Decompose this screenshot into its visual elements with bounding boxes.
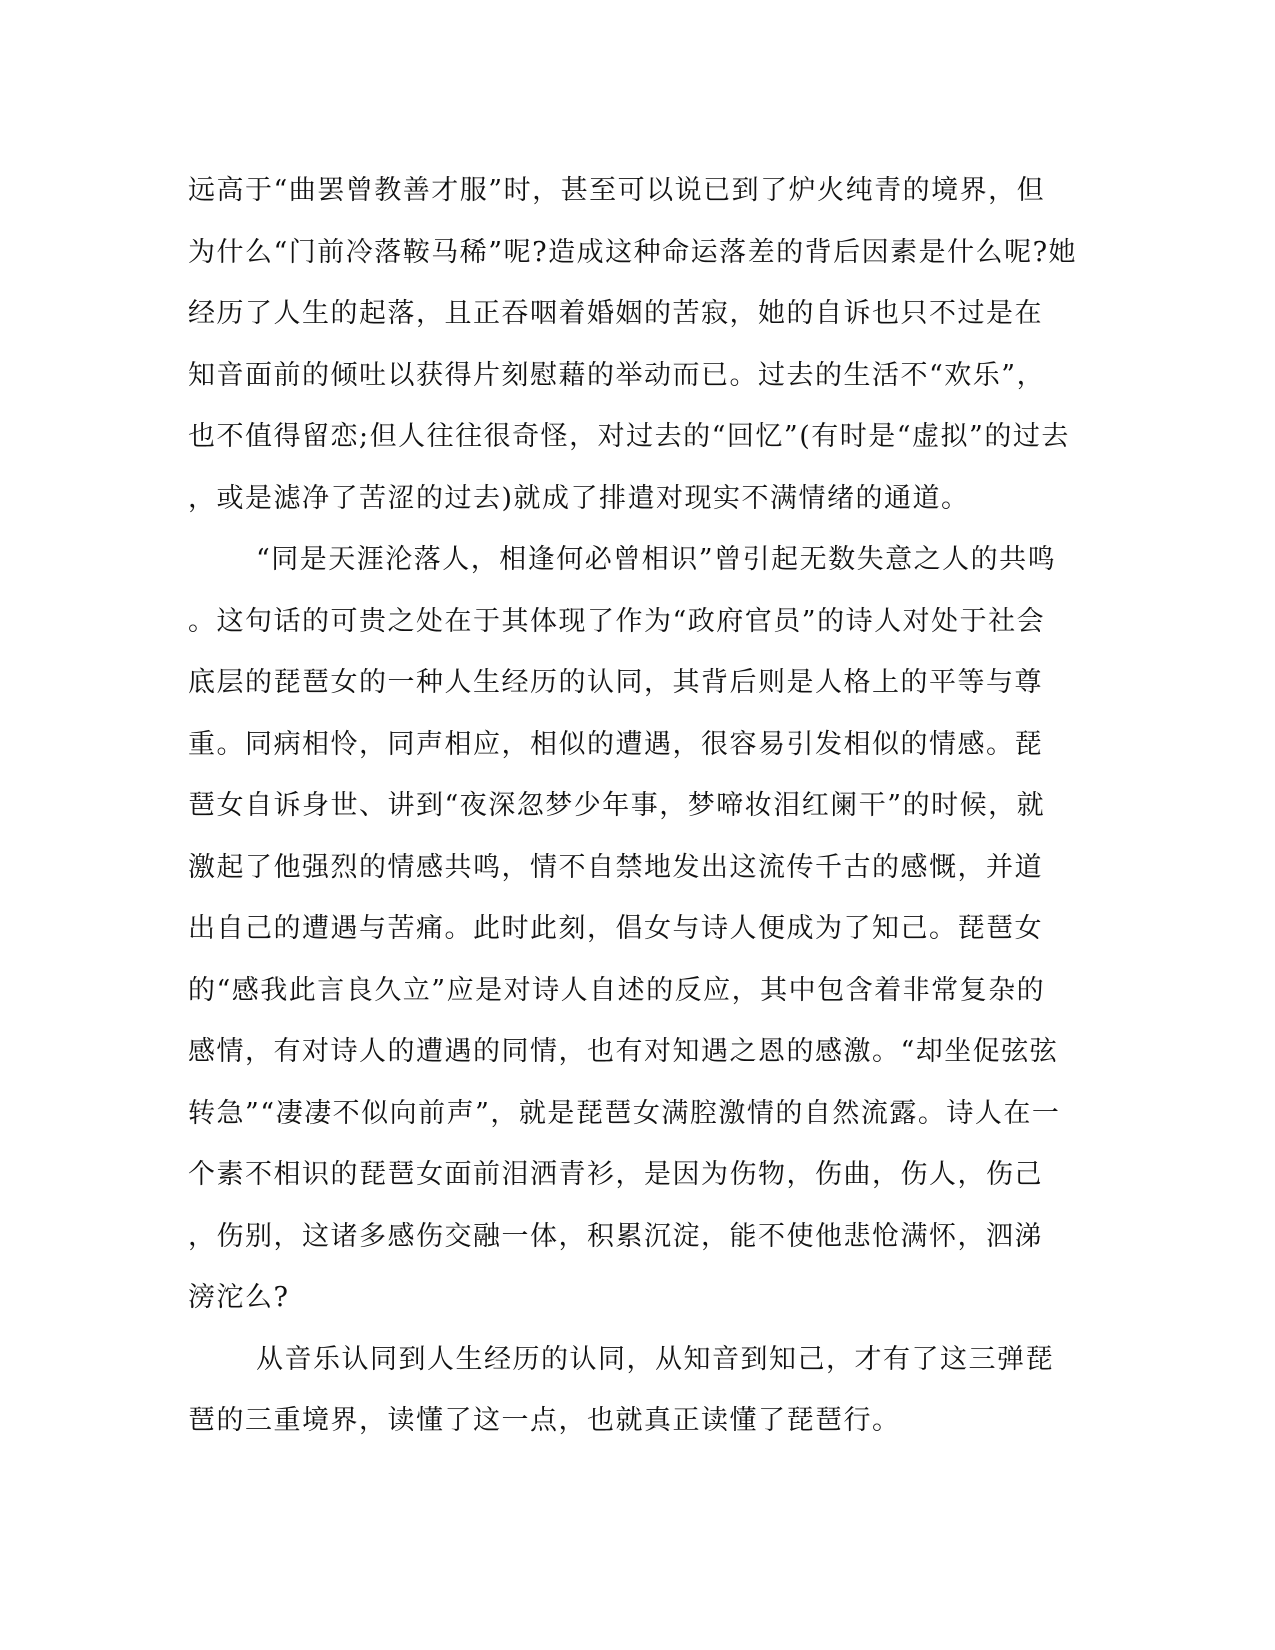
paragraph xyxy=(188,1329,1068,1452)
text-body xyxy=(188,160,1078,1452)
text-line: 远高于“曲罢曾教善才服”时，甚至可以说已到了炉火纯青的境界，但 xyxy=(188,175,1046,206)
text-line: 底层的琵琶女的一种人生经历的认同，其背后则是人格上的平等与尊 xyxy=(188,667,1043,698)
paragraph xyxy=(188,529,1068,1329)
text-line: 的“感我此言良久立”应是对诗人自述的反应，其中包含着非常复杂的 xyxy=(188,974,1046,1006)
text-line: 琶女自诉身世、讲到“夜深忽梦少年事，梦啼妆泪红阑干”的时候，就 xyxy=(188,790,1046,821)
text-line: ，伤别，这诸多感伤交融一体，积累沉淀，能不使他悲怆满怀，泗涕 xyxy=(188,1220,1043,1252)
text-line: 激起了他强烈的情感共鸣，情不自禁地发出这流传千古的感慨，并道 xyxy=(188,851,1043,883)
text-line: 知音面前的倾吐以获得片刻慰藉的举动而已。过去的生活不“欢乐”， xyxy=(188,359,1046,391)
text-line: 。这句话的可贵之处在于其体现了作为“政府官员”的诗人对处于社会 xyxy=(188,605,1046,637)
text-line: 也不值得留恋;但人往往很奇怪，对过去的“回忆”(有时是“虚拟”的过去 xyxy=(188,421,1070,452)
text-line: 重。同病相怜，同声相应，相似的遭遇，很容易引发相似的情感。琵 xyxy=(188,728,1043,760)
text-line: 感情，有对诗人的遭遇的同情，也有对知遇之恩的感激。“却坐促弦弦 xyxy=(188,1036,1059,1067)
text-line: ，或是滤净了苦涩的过去)就成了排遣对现实不满情绪的通道。 xyxy=(188,482,970,514)
text-line: 出自己的遭遇与苦痛。此时此刻，倡女与诗人便成为了知己。琵琶女 xyxy=(188,913,1043,944)
text-line: 个素不相识的琵琶女面前泪洒青衫，是因为伤物，伤曲，伤人，伤己 xyxy=(188,1159,1043,1190)
text-line: 为什么“门前冷落鞍马稀”呢?造成这种命运落差的背后因素是什么呢?她 xyxy=(188,236,1078,268)
text-line: 转急”“凄凄不似向前声”，就是琵琶女满腔激情的自然流露。诗人在一 xyxy=(188,1097,1061,1129)
text-line: “同是天涯沦落人，相逢何必曾相识”曾引起无数失意之人的共鸣 xyxy=(256,544,1057,575)
text-line: 从音乐认同到人生经历的认同，从知音到知己，才有了这三弹琵 xyxy=(256,1343,1054,1375)
paragraph xyxy=(188,160,1078,529)
text-line: 经历了人生的起落，且正吞咽着婚姻的苦寂，她的自诉也只不过是在 xyxy=(188,298,1043,329)
text-line: 滂沱么? xyxy=(188,1282,290,1313)
text-line: 琶的三重境界，读懂了这一点，也就真正读懂了琵琶行。 xyxy=(188,1405,901,1436)
